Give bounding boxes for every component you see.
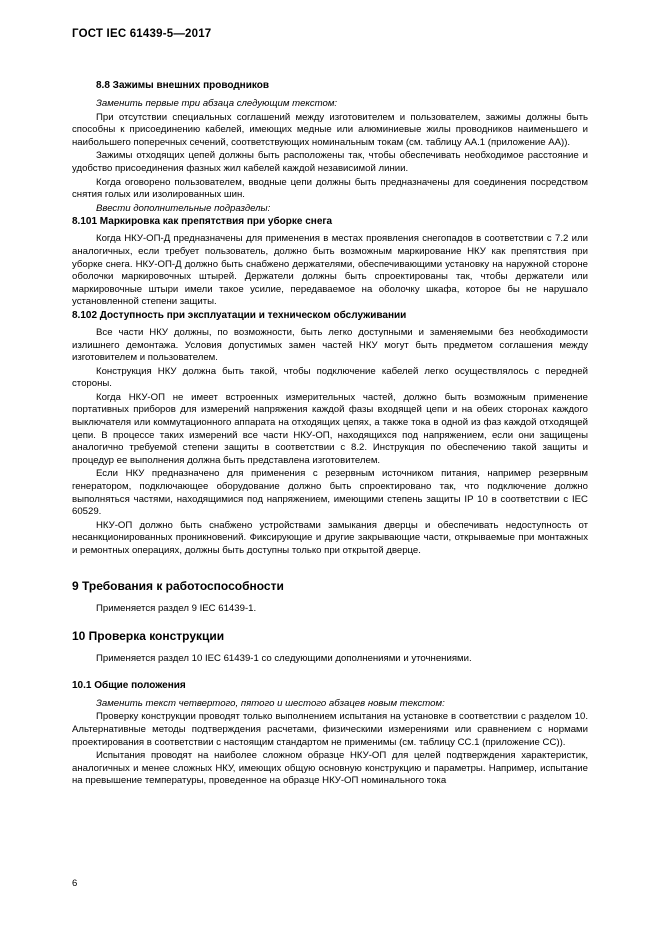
page-header: ГОСТ IEC 61439-5—2017 — [72, 28, 212, 40]
heading-10-1: 10.1 Общие положения — [72, 679, 186, 691]
instruction-10-1: Заменить текст четвертого, пятого и шестого абзацев новым текстом: — [96, 697, 445, 709]
heading-8-101: 8.101 Маркировка как препятствия при уборке снега — [72, 216, 333, 228]
instruction-subsections: Ввести дополнительные подразделы: — [96, 202, 271, 214]
heading-8-8: 8.8 Зажимы внешних проводников — [96, 80, 269, 91]
heading-section-10: 10 Проверка конструкции — [72, 629, 225, 644]
paragraph-8-8-1: При отсутствии специальных соглашений между изготовителем и пользователем, зажимы должны быть способны к присоединению кабелей, имеющих медные или алюминиевые жилы проводников наименьшего и наибольшего поперечных сечений, соответствующих номинальным токам (см. таблицу АА.1 (приложение АА)). — [72, 111, 588, 148]
instruction-8-8: Заменить первые три абзаца следующим текстом: — [96, 98, 338, 109]
paragraph-8-102-4: Если НКУ предназначено для применения с резервным источником питания, например резервным генератором, подключающее оборудование должно быть спроектировано так, что подключение должно выполняться частями, находящимися под напряжением, имеющими степень защиты IP 10 в соответствии с IEC 60529. — [72, 468, 588, 518]
paragraph-8-102-1: Все части НКУ должны, по возможности, быть легко доступными и заменяемыми без необходимости излишнего демонтажа. Условия допустимых замен частей НКУ могут быть предметом соглашения между изготовителем и пользователем. — [72, 326, 588, 364]
document-body — [72, 80, 588, 789]
paragraph-9-1: Применяется раздел 9 IEC 61439-1. — [96, 602, 257, 614]
paragraph-10-1-2: Испытания проводят на наиболее сложном образце НКУ-ОП для целей подтверждения характеристик, аналогичных и менее сложных НКУ, имеющих общую основную конструкцию и параметры. Например, испытание на превышение температуры, проведенное на образце НКУ-ОП номинального тока — [72, 750, 588, 787]
paragraph-8-102-3: Когда НКУ-ОП не имеет встроенных измерительных частей, должно быть возможным применение портативных приборов для измерений напряжения каждой фазы входящей цепи и на обеих сторонах каждого выключателя или коммутационного аппарата на отходящих цепях, а также тока в одной из фаз каждой отходящей цепи. В процессе таких измерений все части НКУ-ОП, находящихся под напряжением, если они защищены аналогично требуемой степени защиты в соответствии с 8.2. Инструкция по обеспечению такой защиты и процедур ее выполнения должна быть представлена изготовителем. — [72, 391, 588, 466]
heading-section-9: 9 Требования к работоспособности — [72, 578, 284, 593]
paragraph-8-8-3: Когда оговорено пользователем, вводные цепи должны быть предназначены для соединения посредством снятия голых или изолированных шин. — [72, 176, 588, 201]
paragraph-10-1-1: Проверку конструкции проводят только выполнением испытания на установке в соответствии с разделом 10. Альтернативные методы подтверждения расчетами, физическими измерениями или сравнением с нормами проектирования в соответствии с настоящим стандартом не применимы (см. таблицу СС.1 (приложение СС)). — [72, 711, 588, 748]
paragraph-8-102-5: НКУ-ОП должно быть снабжено устройствами замыкания дверцы и обеспечивать недоступность от несанкционированных проникновений. Фиксирующие и другие закрывающие части, открываемые при монтажных и ремонтных операциях, должны быть доступны только при открытой дверце. — [72, 519, 588, 556]
paragraph-10-1: Применяется раздел 10 IEC 61439-1 со следующими дополнениями и уточнениями. — [96, 653, 472, 665]
page-number: 6 — [72, 878, 78, 889]
paragraph-8-101-1: Когда НКУ-ОП-Д предназначены для применения в местах проявления снегопадов в соответствии с 7.2 или аналогичных, если требует пользователь, должно быть возможным маркирование НКУ как препятствия при уборке снега. НКУ-ОП-Д должно быть снабжено держателями, обеспечивающими установку на наружной стороне оболочки маркировочных штырей. Держатели должны быть спроектированы так, чтобы держатели или маркировочные штыри имели такое усилие, передаваемое на оболочку шкафа, которое бы не нарушало установленной степени защиты. — [72, 233, 588, 308]
paragraph-8-8-2: Зажимы отходящих цепей должны быть расположены так, чтобы обеспечивать необходимое расстояние и удобство присоединения фазных жил кабелей каждой независимой линии. — [72, 150, 588, 174]
heading-8-102: 8.102 Доступность при эксплуатации и техническом обслуживании — [72, 309, 407, 321]
paragraph-8-102-2: Конструкция НКУ должна быть такой, чтобы подключение кабелей легко осуществлялось с передней стороны. — [72, 365, 588, 390]
